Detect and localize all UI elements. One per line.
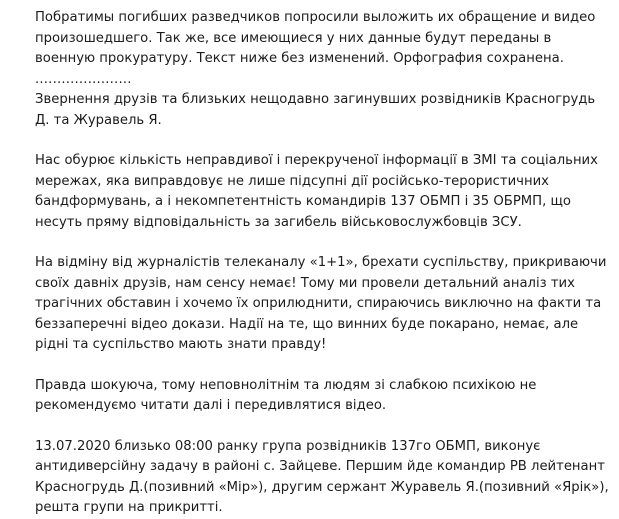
intro-paragraph: Побратимы погибших разведчиков попросили выложить их обращение и видео произошедшего. Так же, все имеющиеся у них данные будут переданы в военную прокуратуру. Текст ниже без изменений. Орфография сохранена. <box>35 10 596 66</box>
paragraph-misinformation: Нас обурює кількість неправдивої і перекрученої інформації в ЗМІ та соціальних мережах, яка виправдовує не лише підсупні дії російсько-терористичних бандформувань, а і некомпетентність командирів 137 ОБМП і 35 ОБРМП, що несуть пряму відповідальність за загибель військовослужбовців ЗСУ. <box>35 153 598 230</box>
paragraph-spacer <box>35 356 610 376</box>
paragraph-spacer <box>35 417 610 437</box>
paragraph-event-account: 13.07.2020 близько 08:00 ранку група розвідників 137го ОБМП, виконує антидиверсійну задачу в районі с. Зайцеве. Першим йде командир РВ лейтенант Красногрудь Д.(позивний «Мір»), другим сержант Журавель Я.(позивний «Ярік»), решта групи на прикритті. <box>35 438 609 515</box>
paragraph-warning: Правда шокуюча, тому неповнолітнім та людям зі слабкою психікою не рекомендуємо читати далі і передивлятися відео. <box>35 377 537 413</box>
article-body <box>35 8 610 519</box>
separator-dots: ...................... <box>35 71 132 87</box>
paragraph-spacer <box>35 233 610 253</box>
appeal-heading: Звернення друзів та близьких нещодавно загинувших розвідників Красногрудь Д. та Журавель Я. <box>35 92 596 128</box>
paragraph-analysis: На відміну від журналістів телеканалу «1+1», брехати суспільству, прикриваючи своїх давніх друзів, нам сенсу немає! Тому ми провели детальний аналіз тих трагічних обставин і хочемо їх оприлюднити, спираючись виключно на факти та беззаперечні відео докази. Надії на те, що винних буде покарано, немає, але рідні та суспільство мають знати правду! <box>35 255 607 352</box>
paragraph-spacer <box>35 131 610 151</box>
